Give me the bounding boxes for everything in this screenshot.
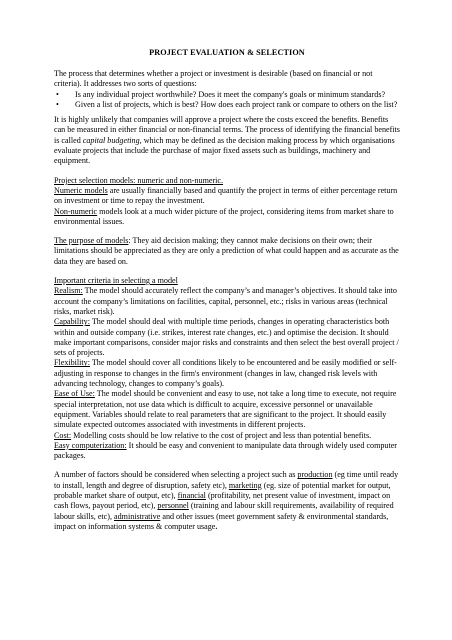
- list-item: [54, 100, 400, 110]
- nonnumeric-models-label: Non-numeric: [54, 206, 98, 216]
- bullet-icon: •: [56, 99, 59, 109]
- purpose-paragraph: The purpose of models: They aid decision making; they cannot make decisions on their own; their limitations should be appreciated as they are only a prediction of what could happen and as accurate as the data they are based on.: [54, 236, 399, 266]
- capital-budgeting-term: capital budgeting: [82, 135, 140, 145]
- intro-bullet-list: [54, 90, 400, 111]
- capital-budgeting-paragraph: It is highly unlikely that companies will approve a project where the costs exceed the benefits. Benefits can be measured in either financial or non-financial terms. The process of identifying the financial benefits is called capital budgeting, which may be defined as the decision making process by which organisations evaluate projects that include the purchase of major fixed assets such as buildings, machinery and equipment.: [54, 115, 400, 166]
- criterion-realism: Realism: The model should accurately reflect the company’s and manager’s objectives. It should take into account the company’s limitations on facilities, capital, personnel, etc.; risks in various areas (technical risks, market risk).: [54, 286, 397, 316]
- purpose-label: The purpose of models: [54, 236, 129, 246]
- numeric-models-label: Numeric models: [54, 185, 108, 195]
- nonnumeric-models-paragraph: Non-numeric models look at a much wider picture of the project, considering items from market share to environmental issues.: [54, 206, 394, 226]
- models-heading: Project selection models: numeric and non-numeric.: [54, 175, 224, 185]
- criteria-heading: Important criteria in selecting a model: [54, 276, 178, 286]
- criterion-flexibility: Flexibility: The model should cover all conditions likely to be encountered and be easily modified or self-adjusting in response to changes in the firm's environment (changes in law, changed risk levels with advancing technology, changes to company’s goals).: [54, 358, 397, 389]
- criterion-cost: Cost: Modelling costs should be low relative to the cost of project and less than potential benefits.: [54, 430, 372, 440]
- criterion-easy-computerization: Easy computerization: It should be easy and convenient to manipulate data through widely used computer packages.: [54, 440, 398, 461]
- bullet-text: Is any individual project worthwhile? Does it meet the company's goals or minimum standards?: [75, 89, 386, 99]
- factors-paragraph: A number of factors should be considered when selecting a project such as production (eg time until ready to install, length and degree of disruption, safety etc), marketing (eg. size of potential market for output, probable market share of output, etc), financial (profitability, net present value of investment, impact on cash flows, payout period, etc), personnel (training and labour skill requirements, availability of required labour skills, etc), administrative and other issues (meet government safety & environmental standards, impact on information systems & computer usage.: [54, 470, 399, 531]
- bullet-text: Given a list of projects, which is best? How does each project rank or compare to others on the list?: [75, 99, 398, 109]
- document-body: [54, 48, 400, 532]
- criterion-ease-of-use: Ease of Use: The model should be convenient and easy to use, not take a long time to execute, not require special interpretation, not use data which is difficult to acquire, excessive personnel or unavailable equipment. Variables should relate to real parameters that are significant to the project. It should easily simulate expected outcomes associated with investments in different projects.: [54, 389, 397, 430]
- criterion-capability: Capability: The model should deal with multiple time periods, changes in operating characteristics both within and outside company (i.e. strikes, interest rate changes, etc.) and optimise the decision. It should make important comparisons, consider major risks and constraints and then select the best overall project / sets of projects.: [54, 317, 399, 358]
- list-item: [54, 90, 400, 100]
- bullet-icon: •: [56, 89, 59, 99]
- numeric-models-paragraph: Numeric models are usually financially based and quantify the project in terms of either percentage return on investment or time to repay the investment.: [54, 185, 398, 206]
- intro-paragraph: The process that determines whether a project or investment is desirable (based on financial or not criteria). It addresses two sorts of questions:: [54, 69, 373, 89]
- page-title: PROJECT EVALUATION & SELECTION: [149, 48, 305, 57]
